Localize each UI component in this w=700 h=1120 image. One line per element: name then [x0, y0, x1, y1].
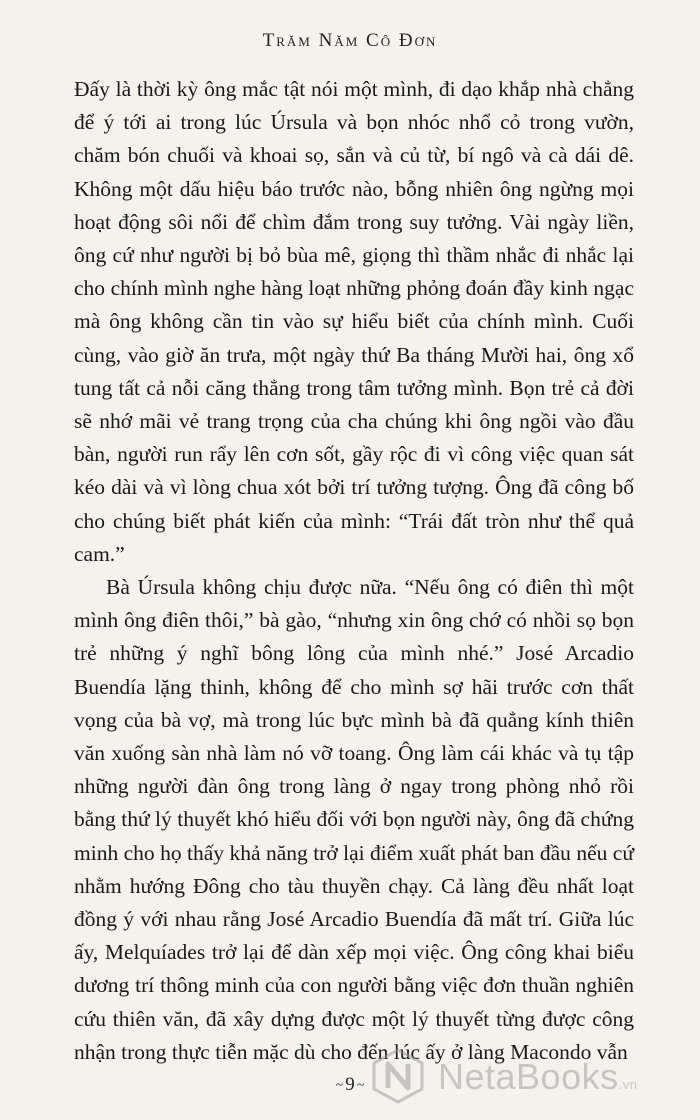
running-title: Trăm Năm Cô Đơn [262, 30, 438, 51]
watermark-brand: NetaBooks [438, 1056, 619, 1097]
ornament-left: ~ [335, 1077, 344, 1093]
paragraph-1: Đấy là thời kỳ ông mắc tật nói một mình, đi dạo khắp nhà chẳng để ý tới ai trong lúc Úrsula và bọn nhóc nhổ cỏ trong vườn, chăm bón chuối và khoai sọ, sắn và củ từ, bí ngô và cà dái dê. Không một dấu hiệu báo trước nào, bỗng nhiên ông ngừng mọi hoạt động sôi nổi để chìm đắm trong suy tưởng. Vài ngày liền, ông cứ như người bị bỏ bùa mê, giọng thì thầm nhắc đi nhắc lại cho chính mình nghe hàng loạt những phỏng đoán đầy kinh ngạc mà ông không cần tin vào sự hiểu biết của chính mình. Cuối cùng, vào giờ ăn trưa, một ngày thứ Ba tháng Mười hai, ông xổ tung tất cả nỗi căng thẳng trong tâm tưởng mình. Bọn trẻ cả đời sẽ nhớ mãi vẻ trang trọng của cha chúng khi ông ngồi vào đầu bàn, người run rẩy lên cơn sốt, gầy rộc đi vì công việc quan sát kéo dài và vì lòng chua xót bởi trí tưởng tượng. Ông đã công bố cho chúng biết phát kiến của mình: “Trái đất tròn như thể quả cam.” [74, 77, 634, 566]
body-text [74, 73, 634, 1069]
ornament-right: ~ [356, 1077, 365, 1093]
paragraph-2: Bà Úrsula không chịu được nữa. “Nếu ông có điên thì một mình ông điên thôi,” bà gào, “nhưng xin ông chớ có nhồi sọ bọn trẻ những ý nghĩ bông lông của mình nhé.” José Arcadio Buendía lặng thinh, không để cho mình sợ hãi trước cơn thất vọng của bà vợ, mà trong lúc bực mình bà đã quẳng kính thiên văn xuống sàn nhà làm nó vỡ toang. Ông làm cái khác và tụ tập những người đàn ông trong làng ở ngay trong phòng nhỏ rồi bằng thứ lý thuyết khó hiểu đối với bọn người này, ông đã chứng minh cho họ thấy khả năng trở lại điểm xuất phát ban đầu nếu cứ nhằm hướng Đông cho tàu thuyền chạy. Cả làng đều nhất loạt đồng ý với nhau rằng José Arcadio Buendía đã mất trí. Giữa lúc ấy, Melquíades trở lại để dàn xếp mọi việc. Ông công khai biểu dương trí thông minh của con người bằng việc đơn thuần nghiên cứu thiên văn, đã xây dựng được một lý thuyết từng được công nhận trong thực tiễn mặc dù cho đến lúc ấy ở làng Macondo vẫn [74, 575, 634, 1064]
page-number-footer [0, 1074, 700, 1096]
watermark-suffix: .vn [618, 1077, 638, 1092]
page-number: 9 [345, 1074, 355, 1095]
